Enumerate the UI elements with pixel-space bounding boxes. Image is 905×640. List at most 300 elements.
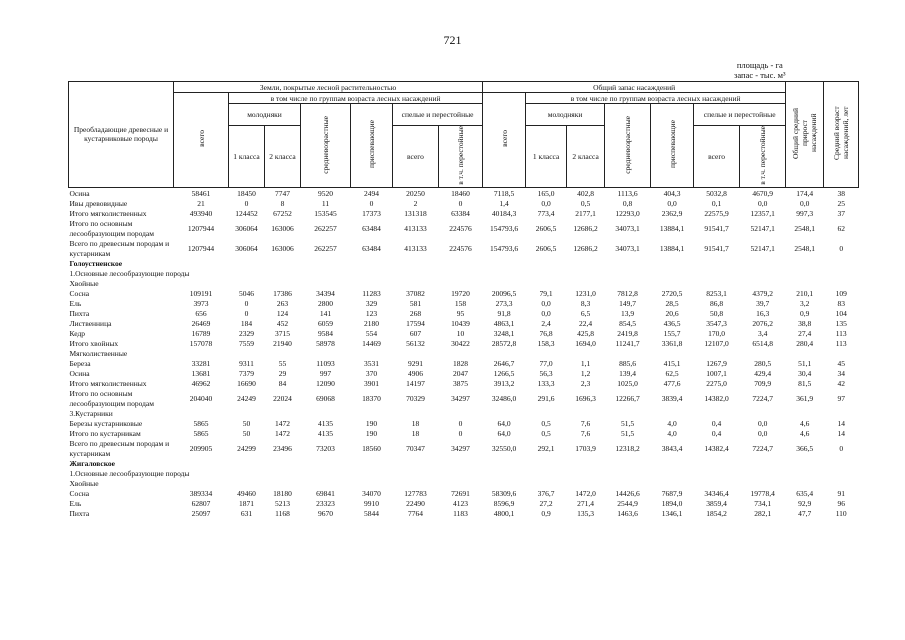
table-cell: 1168 bbox=[275, 508, 290, 518]
table-cell: 13,9 bbox=[621, 308, 635, 318]
table-row bbox=[69, 187, 859, 199]
table-cell: 56,3 bbox=[539, 368, 553, 378]
table-row bbox=[69, 299, 859, 309]
table-cell: 5865 bbox=[193, 428, 209, 438]
table-cell: 69841 bbox=[316, 488, 335, 498]
table-cell: 1183 bbox=[453, 508, 468, 518]
land-middle-header: средневозрастные bbox=[301, 104, 351, 188]
table-cell: 3901 bbox=[364, 378, 379, 388]
table-cell: 7687,9 bbox=[661, 488, 683, 498]
table-cell: 34073,1 bbox=[615, 223, 640, 233]
table-cell: 7764 bbox=[408, 508, 423, 518]
table-cell: 13681 bbox=[191, 368, 211, 378]
table-cell: 9311 bbox=[239, 358, 254, 368]
table-cell: 0 bbox=[458, 428, 463, 438]
section-row bbox=[69, 259, 859, 269]
table-cell: 30,4 bbox=[798, 368, 812, 378]
table-cell: 14382,0 bbox=[704, 393, 729, 403]
table-cell: 5046 bbox=[239, 288, 254, 298]
table-cell: 607 bbox=[409, 328, 422, 338]
table-cell: 9584 bbox=[318, 328, 333, 338]
section-row bbox=[69, 459, 859, 469]
row-label: Хвойные bbox=[69, 278, 99, 288]
table-cell: 12318,2 bbox=[615, 443, 640, 453]
table-cell: 18180 bbox=[273, 488, 292, 498]
table-cell: 23323 bbox=[316, 498, 335, 508]
stock-mature-total-header: всего bbox=[694, 126, 740, 188]
row-label: 1.Основные лесообразующие породы bbox=[69, 268, 190, 278]
table-row bbox=[69, 339, 859, 349]
table-cell: 376,7 bbox=[537, 488, 555, 498]
row-label: Итого по кустарникам bbox=[69, 428, 141, 438]
row-label: Пихта bbox=[69, 308, 90, 318]
table-cell: 34394 bbox=[316, 288, 335, 298]
table-cell: 306064 bbox=[235, 243, 258, 253]
row-label: Ель bbox=[69, 298, 82, 308]
table-cell: 37082 bbox=[406, 288, 425, 298]
table-cell: 12090 bbox=[316, 378, 335, 388]
table-cell: 0,0 bbox=[541, 308, 551, 318]
table-cell: 6,5 bbox=[580, 308, 591, 318]
table-row bbox=[69, 319, 859, 329]
table-cell: 7,6 bbox=[580, 418, 591, 428]
row-label: Лиственница bbox=[69, 318, 112, 328]
table-cell: 0 bbox=[458, 198, 463, 208]
table-cell: 11 bbox=[321, 198, 330, 208]
table-cell: 2419,8 bbox=[617, 328, 638, 338]
table-cell: 1007,1 bbox=[706, 368, 727, 378]
table-cell: 997,3 bbox=[796, 208, 814, 218]
table-row bbox=[69, 349, 859, 359]
table-cell: 0,5 bbox=[541, 428, 551, 438]
table-cell: 7812,8 bbox=[617, 288, 638, 298]
table-cell: 1472 bbox=[275, 428, 290, 438]
table-cell: 554 bbox=[365, 328, 378, 338]
table-cell: 49460 bbox=[237, 488, 256, 498]
table-cell: 2177,1 bbox=[575, 208, 596, 218]
table-cell: 0,0 bbox=[541, 198, 551, 208]
page-number: 721 bbox=[443, 33, 462, 47]
table-cell: 0,9 bbox=[541, 508, 551, 518]
table-cell: 0,0 bbox=[757, 418, 768, 428]
table-cell: 7747 bbox=[275, 188, 290, 198]
table-row bbox=[69, 199, 859, 209]
table-cell: 28,5 bbox=[665, 298, 679, 308]
table-cell: 22575,9 bbox=[704, 208, 729, 218]
table-row bbox=[69, 269, 859, 279]
stock-middle-header: средневозрастные bbox=[605, 104, 651, 188]
table-cell: 27,4 bbox=[798, 328, 812, 338]
table-cell: 271,4 bbox=[577, 498, 595, 508]
table-cell: 135,3 bbox=[577, 508, 595, 518]
table-cell: 63384 bbox=[451, 208, 470, 218]
table-cell: 62,5 bbox=[665, 368, 679, 378]
table-cell: 69068 bbox=[316, 393, 335, 403]
table-cell: 70347 bbox=[406, 443, 425, 453]
table-cell: 165,0 bbox=[537, 188, 555, 198]
table-cell: 329 bbox=[365, 298, 378, 308]
table-cell: 19778,4 bbox=[750, 488, 775, 498]
stock-class2-header: 2 класса bbox=[567, 126, 605, 188]
table-cell: 32550,0 bbox=[491, 443, 517, 453]
forest-stand-table bbox=[68, 81, 859, 519]
stock-group-header: Общий запас насаждений bbox=[483, 82, 786, 93]
row-label: Кедр bbox=[69, 328, 86, 338]
table-cell: 11093 bbox=[316, 358, 335, 368]
table-row bbox=[69, 309, 859, 319]
table-row bbox=[69, 489, 859, 499]
table-cell: 0 bbox=[244, 308, 249, 318]
table-row bbox=[69, 499, 859, 509]
table-cell: 24249 bbox=[237, 393, 256, 403]
table-cell: 34 bbox=[837, 368, 845, 378]
table-row bbox=[69, 239, 859, 259]
stock-class1-header: 1 класса bbox=[526, 126, 567, 188]
table-cell: 3547,3 bbox=[706, 318, 727, 328]
avg-age-header: Средний возраст насаждений, лет bbox=[824, 82, 859, 188]
table-cell: 14469 bbox=[362, 338, 381, 348]
table-cell: 131318 bbox=[404, 208, 427, 218]
table-row bbox=[69, 509, 859, 519]
table-cell: 19720 bbox=[451, 288, 470, 298]
table-cell: 9291 bbox=[408, 358, 423, 368]
table-cell: 7118,5 bbox=[493, 188, 515, 198]
table-cell: 67252 bbox=[273, 208, 292, 218]
table-row bbox=[69, 219, 859, 239]
table-cell: 2,3 bbox=[580, 378, 591, 388]
table-cell: 635,4 bbox=[796, 488, 814, 498]
table-cell: 154793,6 bbox=[490, 243, 519, 253]
table-cell: 62 bbox=[837, 223, 845, 233]
table-cell: 0,9 bbox=[800, 308, 810, 318]
table-cell: 1472 bbox=[275, 418, 290, 428]
table-cell: 493940 bbox=[189, 208, 213, 218]
row-label: Ель bbox=[69, 498, 82, 508]
table-cell: 8253,1 bbox=[706, 288, 727, 298]
table-row bbox=[69, 289, 859, 299]
table-cell: 4379,2 bbox=[752, 288, 773, 298]
table-cell: 83 bbox=[837, 298, 845, 308]
table-cell: 32486,0 bbox=[491, 393, 517, 403]
table-cell: 773,4 bbox=[537, 208, 555, 218]
table-cell: 11283 bbox=[362, 288, 381, 298]
table-cell: 37 bbox=[837, 208, 845, 218]
land-premature-header: приспевающие bbox=[351, 104, 393, 188]
table-cell: 282,1 bbox=[754, 508, 772, 518]
table-cell: 1871 bbox=[239, 498, 254, 508]
table-cell: 157078 bbox=[189, 338, 213, 348]
table-cell: 7224,7 bbox=[752, 443, 773, 453]
table-cell: 0,4 bbox=[711, 418, 722, 428]
table-cell: 5032,8 bbox=[706, 188, 727, 198]
table-cell: 190 bbox=[365, 418, 378, 428]
row-label: Жигаловское bbox=[69, 458, 116, 468]
table-cell: 210,1 bbox=[796, 288, 814, 298]
table-cell: 709,9 bbox=[754, 378, 772, 388]
stock-mature-header: спелые и перестойные bbox=[694, 104, 786, 126]
row-label: Итого мягколиственных bbox=[69, 378, 147, 388]
table-cell: 16690 bbox=[237, 378, 256, 388]
table-cell: 11241,7 bbox=[615, 338, 640, 348]
table-cell: 262257 bbox=[314, 223, 337, 233]
land-total-header: всего bbox=[174, 93, 229, 188]
table-cell: 204040 bbox=[189, 393, 213, 403]
row-label: Мягколиственные bbox=[69, 348, 128, 358]
table-cell: 3715 bbox=[275, 328, 290, 338]
table-cell: 184 bbox=[240, 318, 253, 328]
table-cell: 51,5 bbox=[621, 418, 635, 428]
table-cell: 1472,0 bbox=[575, 488, 596, 498]
table-cell: 84 bbox=[278, 378, 287, 388]
table-cell: 24299 bbox=[237, 443, 256, 453]
table-cell: 1694,0 bbox=[575, 338, 596, 348]
table-cell: 51,5 bbox=[621, 428, 635, 438]
table-cell: 34297 bbox=[451, 393, 470, 403]
table-cell: 56132 bbox=[406, 338, 425, 348]
table-cell: 95 bbox=[456, 308, 465, 318]
table-cell: 25 bbox=[837, 198, 845, 208]
stock-total-header: всего bbox=[483, 93, 526, 188]
table-cell: 47,7 bbox=[798, 508, 812, 518]
row-label: Итого по основным лесообразующим породам bbox=[69, 218, 154, 238]
table-cell: 163006 bbox=[271, 223, 294, 233]
table-cell: 18560 bbox=[362, 443, 381, 453]
table-cell: 413133 bbox=[404, 223, 427, 233]
row-label: 3.Кустарники bbox=[69, 408, 113, 418]
row-label: Пихта bbox=[69, 508, 90, 518]
table-row bbox=[69, 379, 859, 389]
units-area: площадь - га bbox=[736, 60, 783, 70]
table-cell: 124 bbox=[276, 308, 289, 318]
table-cell: 34070 bbox=[362, 488, 381, 498]
table-cell: 133,3 bbox=[537, 378, 555, 388]
table-cell: 2548,1 bbox=[794, 223, 815, 233]
table-cell: 14 bbox=[837, 428, 845, 438]
table-cell: 0,8 bbox=[622, 198, 633, 208]
table-cell: 34346,4 bbox=[704, 488, 729, 498]
table-cell: 22490 bbox=[406, 498, 425, 508]
table-cell: 4670,9 bbox=[752, 188, 773, 198]
table-cell: 86,8 bbox=[710, 298, 724, 308]
table-cell: 7559 bbox=[239, 338, 254, 348]
table-cell: 4800,1 bbox=[493, 508, 515, 518]
table-cell: 2,4 bbox=[541, 318, 551, 328]
table-cell: 12686,2 bbox=[573, 223, 598, 233]
table-cell: 63484 bbox=[362, 223, 381, 233]
table-cell: 4,0 bbox=[667, 428, 677, 438]
growth-header: Общий средний прирост насаждений bbox=[786, 82, 824, 188]
table-cell: 127783 bbox=[404, 488, 427, 498]
table-cell: 73203 bbox=[316, 443, 335, 453]
table-cell: 3859,4 bbox=[706, 498, 727, 508]
table-cell: 224576 bbox=[449, 243, 472, 253]
table-cell: 262257 bbox=[314, 243, 337, 253]
table-cell: 1,1 bbox=[580, 358, 591, 368]
table-cell: 23496 bbox=[273, 443, 292, 453]
table-cell: 64,0 bbox=[497, 428, 511, 438]
table-cell: 50 bbox=[242, 418, 251, 428]
table-cell: 8596,9 bbox=[493, 498, 515, 508]
table-cell: 17373 bbox=[362, 208, 381, 218]
table-cell: 1463,6 bbox=[617, 508, 638, 518]
table-cell: 22024 bbox=[273, 393, 292, 403]
table-cell: 1,2 bbox=[580, 368, 591, 378]
row-label: Ивы древовидные bbox=[69, 198, 128, 208]
table-cell: 158,3 bbox=[537, 338, 555, 348]
table-cell: 1113,6 bbox=[617, 188, 638, 198]
table-cell: 12686,2 bbox=[573, 243, 598, 253]
table-cell: 135 bbox=[835, 318, 847, 328]
table-cell: 38 bbox=[837, 188, 845, 198]
land-class2-header: 2 класса bbox=[265, 126, 301, 188]
table-cell: 1346,1 bbox=[661, 508, 683, 518]
table-cell: 2544,9 bbox=[617, 498, 638, 508]
table-cell: 91541,7 bbox=[704, 223, 729, 233]
table-cell: 3843,4 bbox=[661, 443, 683, 453]
table-cell: 21 bbox=[197, 198, 205, 208]
table-cell: 2646,7 bbox=[493, 358, 515, 368]
row-label: Всего по древесным породам и кустарникам bbox=[69, 438, 170, 458]
table-cell: 149,7 bbox=[619, 298, 637, 308]
table-cell: 40184,3 bbox=[491, 208, 517, 218]
table-cell: 58461 bbox=[191, 188, 211, 198]
table-cell: 2362,9 bbox=[661, 208, 683, 218]
table-cell: 415,1 bbox=[663, 358, 681, 368]
table-cell: 8 bbox=[280, 198, 285, 208]
table-cell: 0 bbox=[244, 298, 249, 308]
table-cell: 2606,5 bbox=[535, 223, 557, 233]
table-cell: 18 bbox=[411, 428, 420, 438]
table-cell: 3913,2 bbox=[493, 378, 515, 388]
table-cell: 109191 bbox=[189, 288, 213, 298]
stock-by-age-header: в том числе по группам возраста лесных насаждений bbox=[526, 93, 786, 104]
table-cell: 26469 bbox=[191, 318, 211, 328]
table-cell: 190 bbox=[365, 428, 378, 438]
table-cell: 77,0 bbox=[539, 358, 553, 368]
table-cell: 361,9 bbox=[796, 393, 814, 403]
table-cell: 55 bbox=[278, 358, 287, 368]
table-cell: 291,6 bbox=[537, 393, 555, 403]
table-cell: 0 bbox=[839, 443, 844, 453]
table-cell: 58309,6 bbox=[491, 488, 517, 498]
table-row bbox=[69, 439, 859, 459]
table-cell: 209905 bbox=[189, 443, 213, 453]
table-row bbox=[69, 279, 859, 289]
table-cell: 153545 bbox=[314, 208, 337, 218]
table-cell: 452 bbox=[276, 318, 289, 328]
table-cell: 0,0 bbox=[667, 198, 677, 208]
table-cell: 3531 bbox=[364, 358, 379, 368]
table-cell: 2047 bbox=[453, 368, 469, 378]
table-cell: 174,4 bbox=[796, 188, 814, 198]
table-row bbox=[69, 419, 859, 429]
table-cell: 72691 bbox=[451, 488, 470, 498]
table-cell: 20096,5 bbox=[491, 288, 517, 298]
table-cell: 17386 bbox=[273, 288, 292, 298]
table-cell: 0,0 bbox=[757, 198, 768, 208]
table-cell: 14426,6 bbox=[615, 488, 640, 498]
table-header bbox=[69, 82, 859, 188]
table-cell: 29 bbox=[278, 368, 287, 378]
table-cell: 14 bbox=[837, 418, 845, 428]
table-cell: 3,2 bbox=[800, 298, 810, 308]
table-cell: 155,7 bbox=[663, 328, 681, 338]
table-cell: 12293,0 bbox=[615, 208, 640, 218]
land-class1-header: 1 класса bbox=[229, 126, 265, 188]
table-cell: 9670 bbox=[318, 508, 333, 518]
row-label: Осина bbox=[69, 368, 90, 378]
table-cell: 18450 bbox=[237, 188, 256, 198]
table-cell: 280,5 bbox=[754, 358, 772, 368]
table-cell: 656 bbox=[195, 308, 207, 318]
table-row bbox=[69, 389, 859, 409]
table-cell: 10 bbox=[456, 328, 465, 338]
table-cell: 154793,6 bbox=[490, 223, 519, 233]
table-cell: 51,1 bbox=[798, 358, 812, 368]
table-cell: 64,0 bbox=[497, 418, 511, 428]
table-cell: 58978 bbox=[316, 338, 335, 348]
table-cell: 2275,0 bbox=[706, 378, 727, 388]
table-cell: 20,6 bbox=[665, 308, 679, 318]
table-cell: 141 bbox=[319, 308, 332, 318]
table-cell: 21940 bbox=[273, 338, 292, 348]
table-cell: 436,5 bbox=[663, 318, 681, 328]
table-cell: 63484 bbox=[362, 243, 381, 253]
table-cell: 404,3 bbox=[663, 188, 681, 198]
table-cell: 0 bbox=[839, 243, 844, 253]
table-cell: 2329 bbox=[239, 328, 254, 338]
species-header: Преобладающие древесные и кустарниковые породы bbox=[69, 82, 174, 188]
table-cell: 4135 bbox=[318, 428, 333, 438]
table-cell: 477,6 bbox=[663, 378, 681, 388]
table-cell: 9910 bbox=[364, 498, 379, 508]
table-cell: 0,0 bbox=[757, 428, 768, 438]
table-cell: 273,3 bbox=[495, 298, 513, 308]
row-label: Береза bbox=[69, 358, 91, 368]
table-cell: 581 bbox=[409, 298, 422, 308]
land-group-header: Земли, покрытые лесной растительностью bbox=[174, 82, 483, 93]
table-cell: 7379 bbox=[239, 368, 254, 378]
table-cell: 4863,1 bbox=[493, 318, 515, 328]
table-cell: 123 bbox=[365, 308, 378, 318]
table-cell: 292,1 bbox=[537, 443, 555, 453]
table-cell: 34073,1 bbox=[615, 243, 640, 253]
table-row bbox=[69, 369, 859, 379]
table-cell: 45 bbox=[837, 358, 845, 368]
table-body bbox=[69, 187, 859, 519]
table-cell: 5213 bbox=[275, 498, 290, 508]
table-cell: 3839,4 bbox=[661, 393, 683, 403]
table-cell: 113 bbox=[835, 328, 847, 338]
table-cell: 263 bbox=[276, 298, 289, 308]
table-cell: 13884,1 bbox=[659, 243, 685, 253]
table-cell: 4906 bbox=[408, 368, 423, 378]
table-cell: 0 bbox=[244, 198, 249, 208]
table-cell: 370 bbox=[365, 368, 378, 378]
table-cell: 113 bbox=[835, 338, 847, 348]
table-cell: 1703,9 bbox=[575, 443, 596, 453]
table-cell: 170,0 bbox=[708, 328, 726, 338]
table-cell: 3973 bbox=[193, 298, 209, 308]
table-cell: 366,5 bbox=[796, 443, 814, 453]
table-cell: 1,4 bbox=[499, 198, 509, 208]
table-row bbox=[69, 429, 859, 439]
table-cell: 38,8 bbox=[798, 318, 812, 328]
row-label: Осина bbox=[69, 188, 90, 198]
table-cell: 62807 bbox=[191, 498, 211, 508]
land-by-age-header: в том числе по группам возраста лесных насаждений bbox=[229, 93, 483, 104]
table-cell: 163006 bbox=[271, 243, 294, 253]
